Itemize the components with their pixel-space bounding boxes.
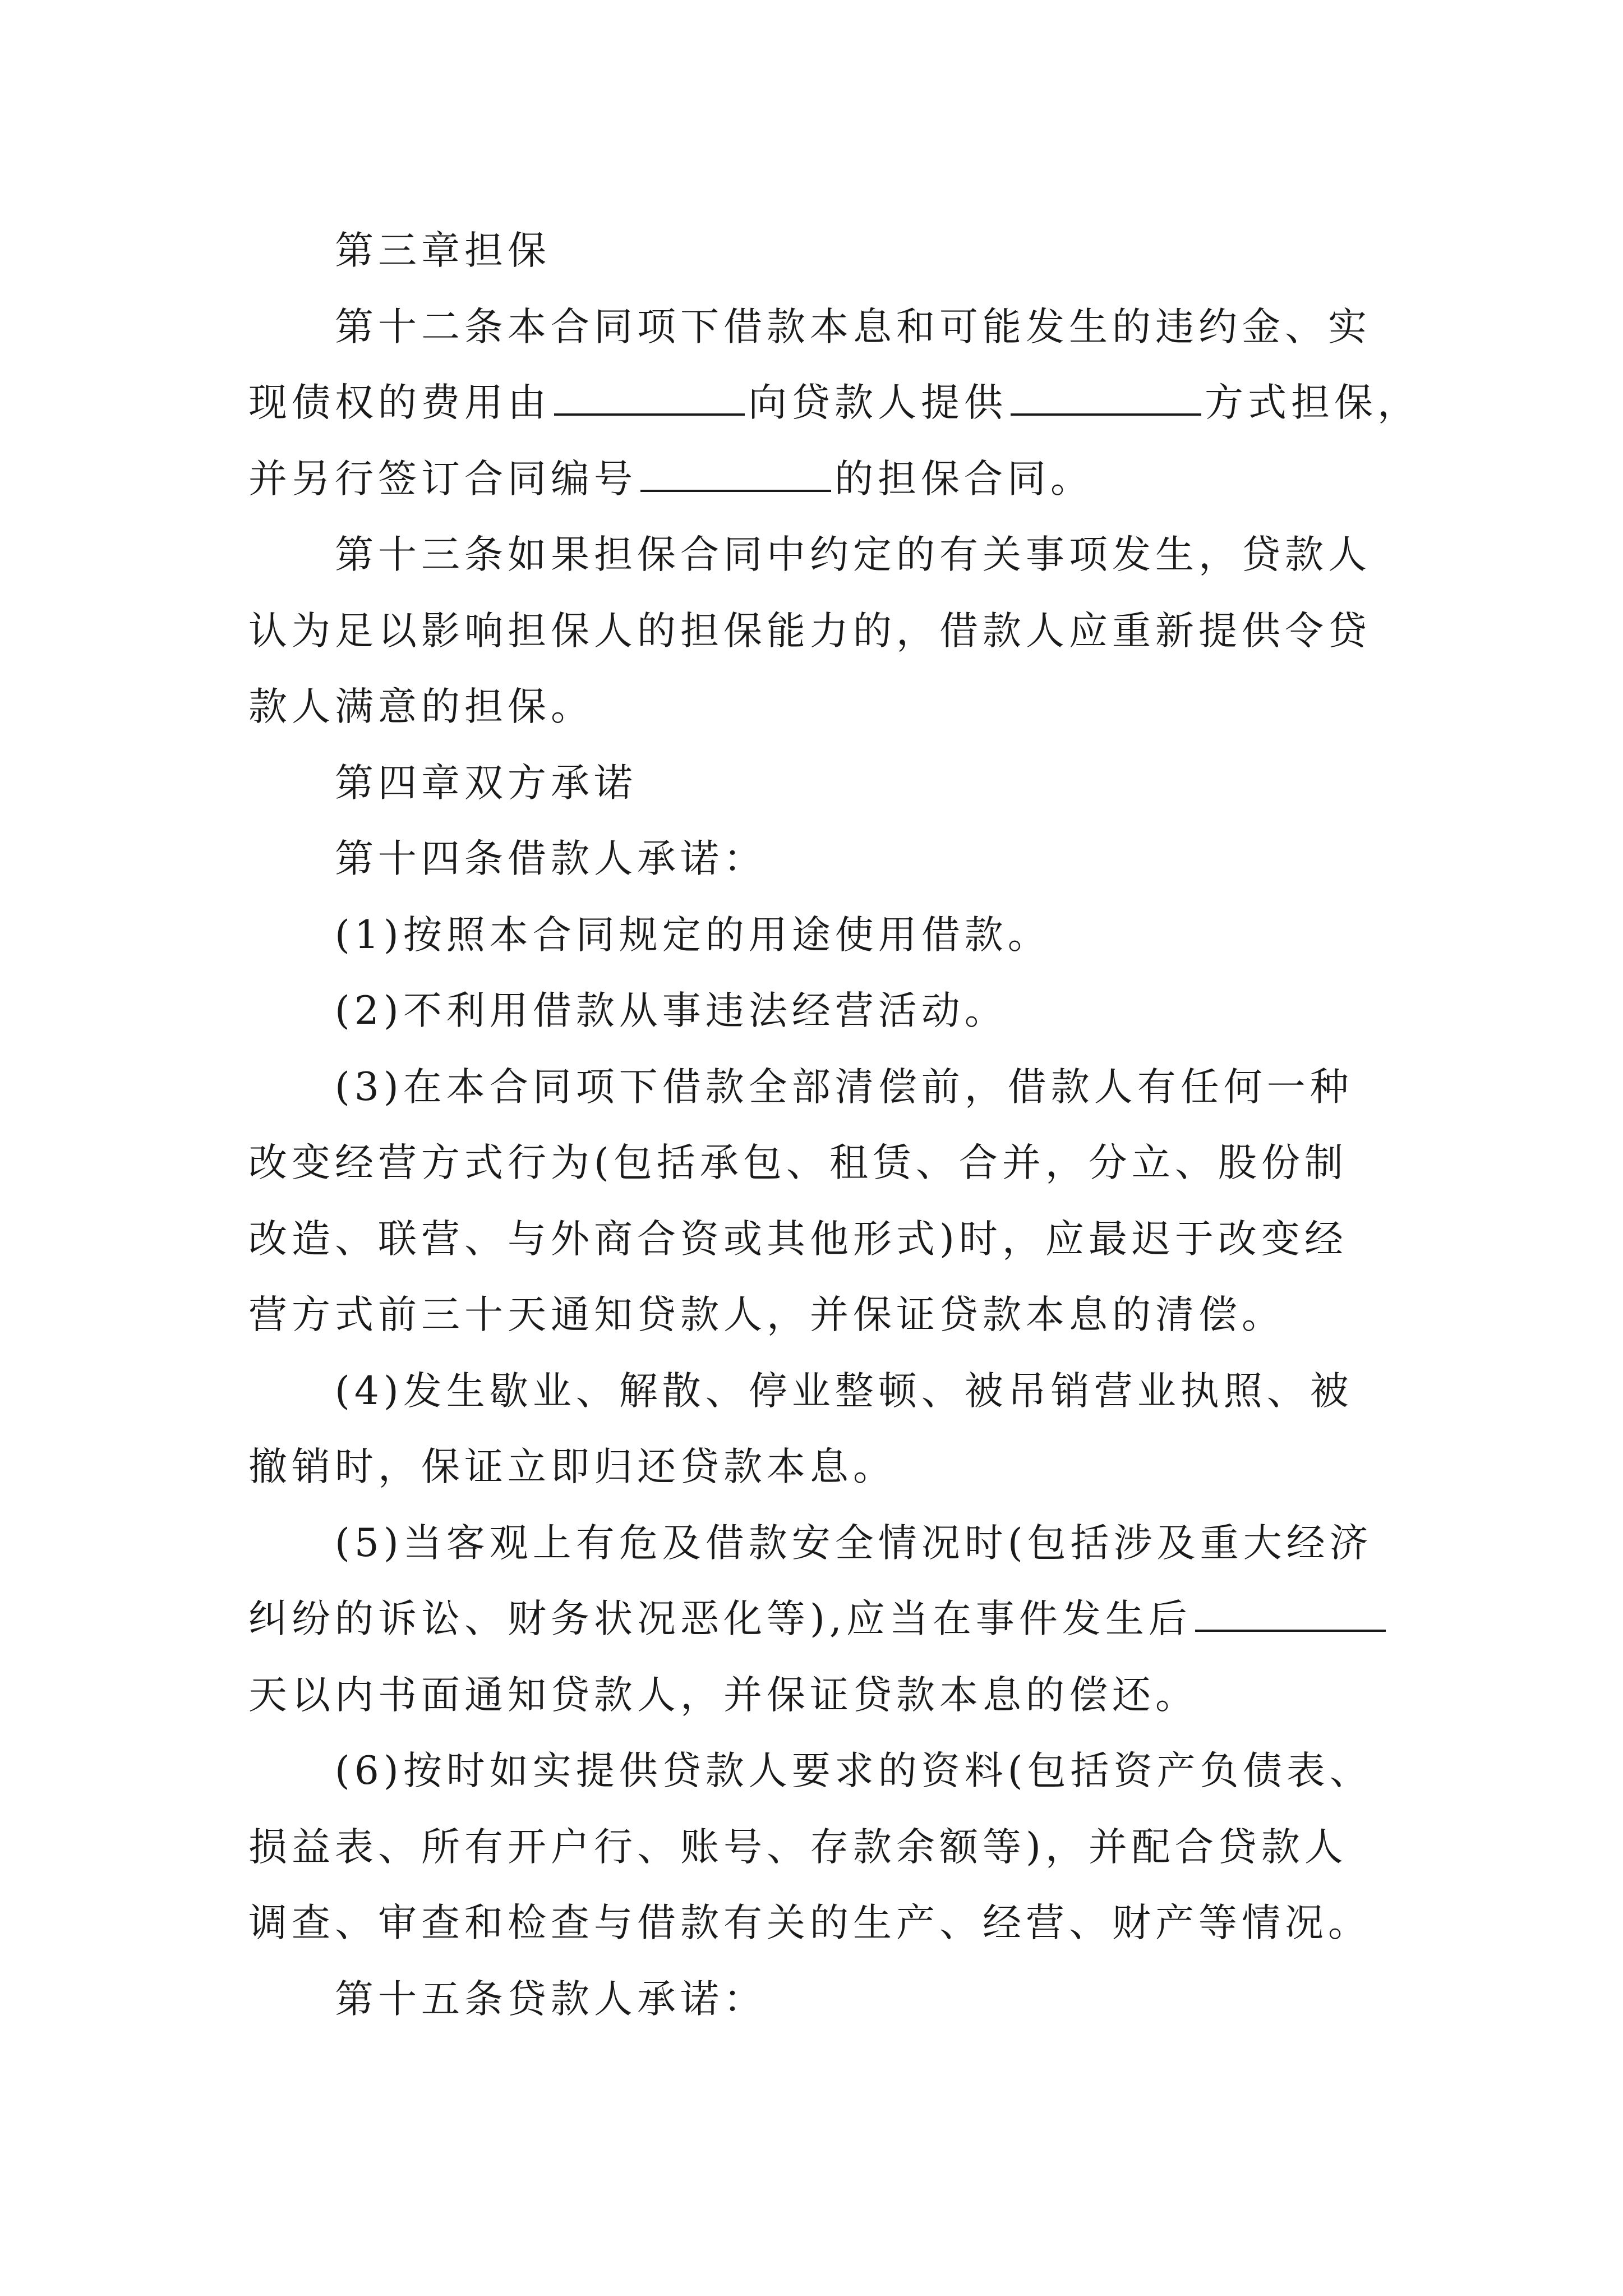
commitment-item-5-text: 纠纷的诉讼、财务状况恶化等),应当在事件发生后 — [248, 1596, 1192, 1641]
guarantee-method-blank[interactable] — [1011, 380, 1201, 416]
commitment-item-3-line-3: 改造、联营、与外商合资或其他形式)时，应最迟于改变经 — [248, 1216, 1348, 1262]
commitment-item-6-line-3: 调查、审查和检查与借款有关的生产、经营、财产等情况。 — [248, 1901, 1371, 1945]
article-13-line-2: 认为足以影响担保人的担保能力的，借款人应重新提供令贷 — [248, 608, 1371, 654]
commitment-item-3-line-2: 改变经营方式行为(包括承包、租赁、合并，分立、股份制 — [248, 1140, 1348, 1185]
article-12-text: 的担保合同。 — [834, 456, 1094, 501]
article-15-heading: 第十五条贷款人承诺： — [335, 1976, 767, 2022]
commitment-item-1: (1)按照本合同规定的用途使用借款。 — [335, 912, 1051, 958]
contract-number-blank[interactable] — [640, 456, 831, 492]
article-12-line-2 — [248, 365, 1426, 441]
article-12-text: 向贷款人提供 — [748, 380, 1007, 425]
article-12-text: 并另行签订合同编号 — [248, 456, 637, 501]
article-12-text: 现债权的费用由 — [248, 380, 551, 425]
commitment-item-3-line-1: (3)在本合同项下借款全部清偿前，借款人有任何一种 — [335, 1064, 1353, 1110]
article-13-line-1: 第十三条如果担保合同中约定的有关事项发生，贷款人 — [335, 532, 1371, 577]
chapter-heading-guarantee: 第三章担保 — [335, 228, 551, 273]
commitment-item-4-line-1: (4)发生歇业、解散、停业整顿、被吊销营业执照、被 — [335, 1368, 1353, 1414]
commitment-item-5-line-1: (5)当客观上有危及借款安全情况时(包括涉及重大经济 — [335, 1520, 1373, 1566]
guarantor-blank[interactable] — [554, 380, 745, 416]
article-12-line-3 — [248, 441, 1426, 518]
commitment-item-4-line-2: 撤销时，保证立即归还贷款本息。 — [248, 1444, 896, 1489]
commitment-item-6-line-1: (6)按时如实提供贷款人要求的资料(包括资产负债表、 — [335, 1749, 1373, 1793]
commitment-item-6-line-2: 损益表、所有开户行、账号、存款余额等)，并配合贷款人 — [248, 1824, 1348, 1870]
commitment-item-3-line-4: 营方式前三十天通知贷款人，并保证贷款本息的清偿。 — [248, 1292, 1285, 1337]
commitment-item-5-line-3: 天以内书面通知贷款人，并保证贷款本息的偿还。 — [248, 1672, 1198, 1718]
article-14-heading: 第十四条借款人承诺： — [335, 836, 767, 881]
chapter-heading-commitments: 第四章双方承诺 — [335, 760, 637, 806]
commitment-item-5-line-2 — [248, 1581, 1426, 1658]
notice-days-blank[interactable] — [1195, 1596, 1386, 1632]
article-12-line-1: 第十二条本合同项下借款本息和可能发生的违约金、实 — [335, 304, 1371, 349]
article-13-line-3: 款人满意的担保。 — [248, 684, 594, 729]
commitment-item-2: (2)不利用借款从事违法经营活动。 — [335, 988, 1008, 1033]
article-12-text: 方式担保， — [1205, 380, 1421, 425]
document-body — [248, 213, 1426, 2037]
